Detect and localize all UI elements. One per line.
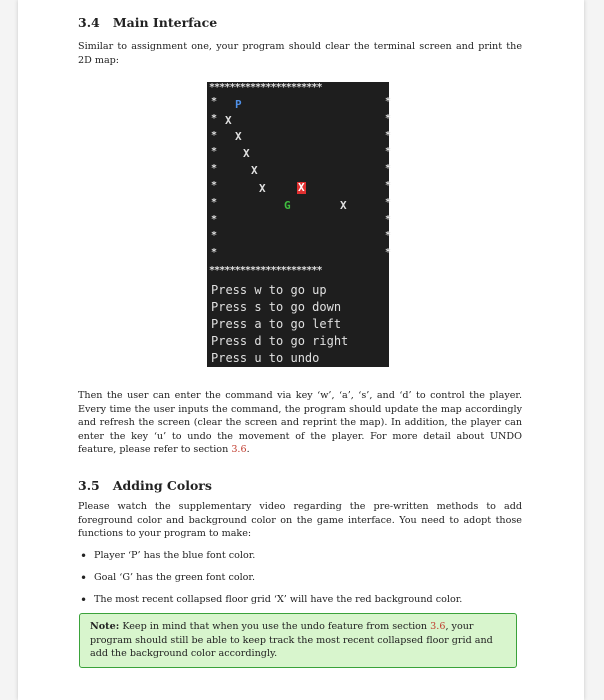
- recent-collapsed-cell: X: [298, 181, 305, 194]
- collapsed-cell: X: [259, 182, 266, 195]
- command-line-down: Press s to go down: [211, 300, 342, 314]
- right-border-star: *: [385, 96, 392, 107]
- left-border-star: *: [211, 146, 218, 158]
- left-border-star: *: [211, 129, 218, 141]
- collapsed-cell: X: [251, 164, 258, 177]
- right-border-star: *: [385, 247, 392, 259]
- controls-end: .: [246, 444, 250, 456]
- right-border-star: *: [385, 146, 392, 158]
- note-text-end: , your program should still be able to keep track the most recent collapsed floor grid and add the background color accordingly.: [90, 621, 493, 660]
- collapsed-cell: X: [243, 147, 250, 160]
- section-number: 3.5: [78, 478, 100, 493]
- terminal-screenshot: [207, 82, 392, 367]
- left-border-star: *: [211, 230, 218, 242]
- player-cell: P: [235, 98, 242, 111]
- right-border-star: *: [385, 213, 392, 225]
- section-intro: Similar to assignment one, your program should clear the terminal screen and print the 2D map:: [78, 41, 522, 66]
- left-border-star: *: [211, 96, 218, 107]
- note-label: Note:: [90, 621, 120, 632]
- section-link-3-6[interactable]: 3.6: [231, 444, 247, 456]
- collapsed-cell: X: [225, 114, 232, 127]
- list-item: • The most recent collapsed floor grid ‘X’ will have the red background color.: [78, 594, 462, 616]
- goal-cell: G: [284, 199, 291, 212]
- controls-paragraph: [78, 389, 522, 457]
- left-border-star: *: [211, 163, 218, 175]
- command-line-undo: Press u to undo: [211, 351, 320, 365]
- left-border-star: *: [211, 247, 218, 259]
- map-top-border: **********************: [209, 82, 322, 93]
- left-border-star: *: [211, 180, 218, 191]
- map-bottom-border: **********************: [209, 265, 322, 276]
- right-border-star: *: [385, 180, 392, 191]
- section-heading-3-4: [78, 15, 217, 30]
- requirements-list: [78, 550, 462, 616]
- list-item: • Goal ‘G’ has the green font color.: [78, 572, 462, 594]
- list-item: • Player ‘P’ has the blue font color.: [78, 550, 462, 572]
- command-line-left: Press a to go left: [211, 317, 342, 331]
- right-border-star: *: [385, 129, 392, 141]
- left-border-star: *: [211, 213, 218, 225]
- section-link-3-6[interactable]: 3.6: [430, 621, 446, 632]
- colors-intro: Please watch the supplementary video regarding the pre-written methods to add foreground color and background color on the game interface. You need to adopt those functions to your program to make:: [78, 501, 522, 540]
- right-border-star: *: [385, 196, 392, 208]
- collapsed-cell: X: [340, 199, 347, 212]
- section-number: 3.4: [78, 15, 100, 30]
- right-border-star: *: [385, 163, 392, 175]
- controls-text: Then the user can enter the command via key ‘w’, ‘a’, ‘s’, and ‘d’ to control the player. Every time the user inputs the command, the program should update the map accordingly and refresh the screen (clear the screen and reprint the map). In addition, the player can enter the key ‘u’ to undo the movement of the player. For more detail about UNDO feature, please refer to section: [78, 390, 522, 456]
- command-line-right: Press d to go right: [211, 334, 349, 348]
- note-box: [79, 613, 517, 668]
- right-border-star: *: [385, 112, 392, 124]
- right-border-star: *: [385, 230, 392, 242]
- section-title: Adding Colors: [112, 478, 212, 493]
- collapsed-cell: X: [235, 130, 242, 143]
- command-line-up: Press w to go up: [211, 283, 327, 297]
- section-heading-3-5: [78, 478, 212, 493]
- note-text: Keep in mind that when you use the undo feature from section: [122, 621, 428, 632]
- left-border-star: *: [211, 196, 218, 208]
- section-title: Main Interface: [112, 15, 218, 30]
- left-border-star: *: [211, 112, 218, 124]
